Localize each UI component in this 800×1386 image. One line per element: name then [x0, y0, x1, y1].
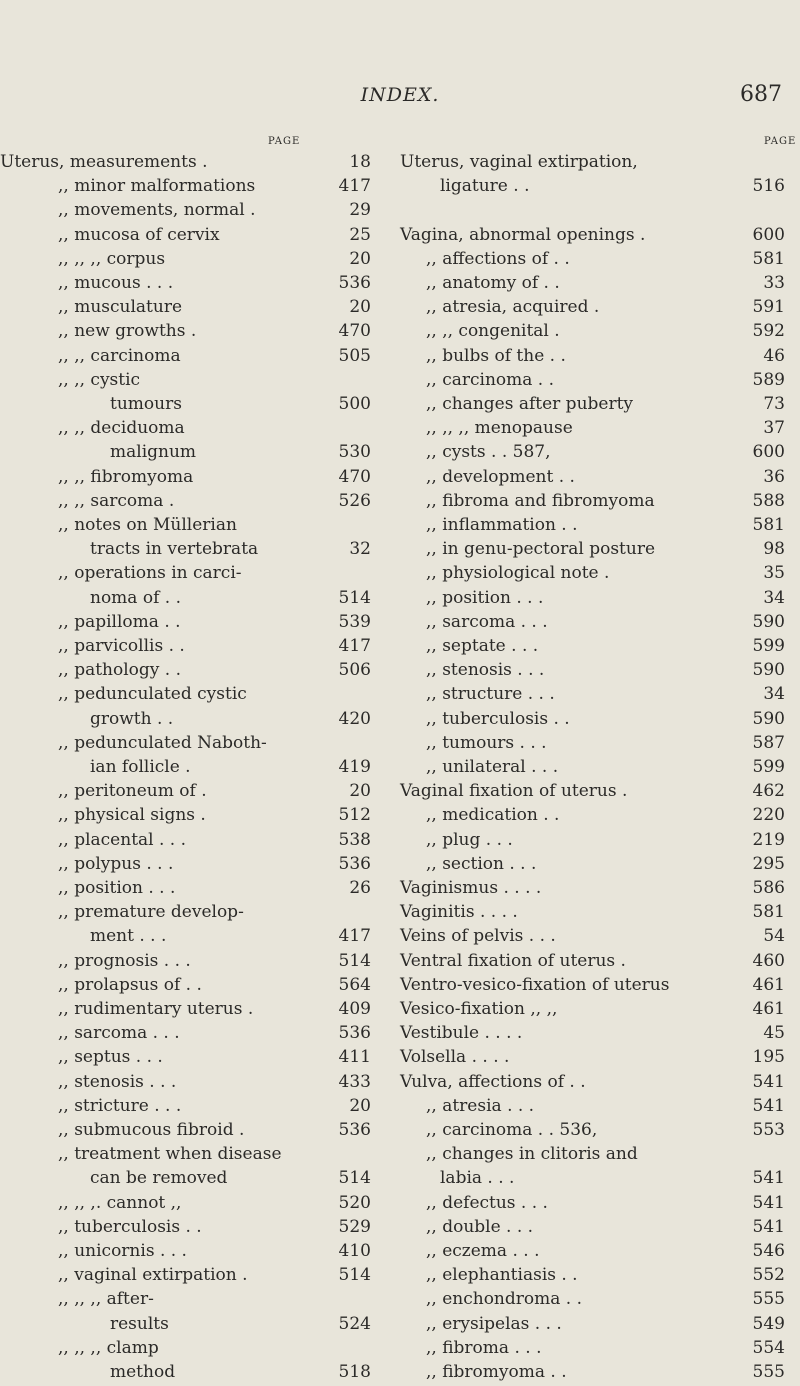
- index-entry-text: ,, cysts . . 587,: [426, 442, 551, 463]
- index-entry: [400, 636, 800, 660]
- index-entry: [400, 1338, 800, 1362]
- index-entry-text: ,, enchondroma . .: [426, 1289, 582, 1310]
- index-entry: [400, 442, 800, 466]
- index-entry-page: 460: [752, 950, 785, 971]
- index-entry: [0, 1168, 380, 1192]
- index-entry-page: 409: [338, 999, 371, 1019]
- index-entry-page: 37: [763, 418, 785, 439]
- index-entry: [0, 152, 380, 176]
- index-entry-text: ,, atresia . . .: [426, 1095, 535, 1116]
- index-entry-text: ,, double . . .: [426, 1216, 534, 1237]
- index-entry-page: 592: [752, 321, 785, 342]
- index-entry-page: 539: [338, 611, 371, 632]
- index-entry: [0, 830, 380, 854]
- index-entry-page: 538: [338, 829, 371, 850]
- index-entry-text: Uterus, measurements .: [0, 152, 208, 172]
- index-entry-text: ,, ,, carcinoma: [58, 345, 181, 366]
- index-entry-text: ,, physical signs .: [58, 805, 206, 826]
- index-entry: [400, 1144, 800, 1168]
- index-entry-text: ,, ,, ,. cannot ,,: [58, 1192, 182, 1213]
- index-entry-text: ,, medication . .: [426, 805, 560, 826]
- index-entry-text: malignum: [110, 442, 197, 463]
- index-entry-text: ,, ,, ,, corpus: [58, 248, 166, 269]
- index-entry: [0, 854, 380, 878]
- index-entry-text: ,, anatomy of . .: [426, 273, 560, 293]
- index-entry-page: 20: [349, 1095, 371, 1116]
- index-entry-text: Ventro-vesico-fixation of uterus: [400, 974, 670, 995]
- index-entry: [400, 757, 800, 781]
- index-entry: [0, 563, 380, 587]
- index-entry-text: ,, pedunculated Naboth-: [58, 732, 267, 753]
- index-entry-text: ,, submucous fibroid .: [58, 1120, 245, 1140]
- index-entry-page: 35: [763, 563, 785, 584]
- index-entry-text: ,, tuberculosis . .: [426, 708, 570, 729]
- index-entry: [0, 1047, 380, 1071]
- index-entry: [0, 1217, 380, 1241]
- index-entry: [0, 539, 380, 563]
- index-entry-text: ,, changes in clitoris and: [426, 1144, 638, 1165]
- index-entry-page: 462: [752, 781, 785, 802]
- index-entry-text: ,, polypus . . .: [58, 853, 174, 874]
- index-entry: [0, 902, 380, 926]
- index-entry-page: 410: [338, 1241, 371, 1261]
- index-entry-page: 541: [752, 1071, 785, 1092]
- index-entry: [400, 733, 800, 757]
- index-entry-page: 514: [338, 587, 371, 608]
- index-entry-text: ,, stenosis . . .: [58, 1071, 177, 1092]
- index-entry: [0, 781, 380, 805]
- index-entry: [0, 733, 380, 757]
- index-entry-text: Ventral fixation of uterus .: [400, 950, 626, 971]
- index-entry-text: ,, peritoneum of .: [58, 781, 207, 802]
- index-entry: [400, 225, 800, 249]
- index-entry-page: 600: [752, 224, 785, 245]
- index-entry: [0, 684, 380, 708]
- index-entry-text: ,, elephantiasis . .: [426, 1265, 578, 1286]
- index-entry-page: 295: [752, 853, 785, 874]
- index-entry-text: ,, position . . .: [426, 587, 544, 608]
- index-entry: [400, 684, 800, 708]
- index-entry: [0, 418, 380, 442]
- index-entry-page: 590: [752, 708, 785, 729]
- index-entry-page: 420: [338, 708, 371, 729]
- index-entry-page: 541: [752, 1095, 785, 1116]
- index-entry: [0, 1096, 380, 1120]
- index-entry: [0, 1289, 380, 1313]
- index-entry-text: ,, movements, normal .: [58, 200, 256, 221]
- index-entry: [0, 321, 380, 345]
- index-entry-page: 553: [752, 1120, 785, 1140]
- index-entry-page: 514: [338, 950, 371, 971]
- index-entry-text: ,, papilloma . .: [58, 611, 181, 632]
- index-entry-page: 564: [338, 974, 371, 995]
- index-entry-page: 587: [752, 732, 785, 753]
- index-entry-page: 33: [763, 273, 785, 293]
- index-entry-page: 586: [752, 878, 785, 898]
- index-entry-text: ,, physiological note .: [426, 563, 610, 584]
- index-entry-page: 599: [752, 757, 785, 777]
- index-entry-text: ,, fibroma . . .: [426, 1337, 542, 1358]
- index-entry: [400, 902, 800, 926]
- index-entry-page: 20: [349, 297, 371, 318]
- index-entry-text: ,, new growths .: [58, 321, 197, 342]
- index-entry-page: 581: [752, 515, 785, 535]
- index-entry-text: Uterus, vaginal extirpation,: [400, 152, 638, 172]
- index-entry: [400, 926, 800, 950]
- index-entry-page: 34: [763, 587, 785, 608]
- index-entry-page: 590: [752, 611, 785, 632]
- index-entry: [0, 467, 380, 491]
- index-entry-page: 470: [338, 466, 371, 487]
- index-entry-text: ,, prognosis . . .: [58, 950, 191, 971]
- index-entry-text: growth . .: [90, 708, 174, 729]
- index-entry: [0, 612, 380, 636]
- index-entry: [0, 805, 380, 829]
- index-entry: [400, 781, 800, 805]
- index-entry: [0, 1241, 380, 1265]
- index-entry-text: ,, stricture . . .: [58, 1095, 182, 1116]
- index-entry: [400, 660, 800, 684]
- index-entry-page: 417: [338, 176, 371, 197]
- index-entry-text: ,, septate . . .: [426, 636, 539, 656]
- index-entry-text: ,, minor malformations: [58, 176, 256, 197]
- index-entry-page: 411: [338, 1047, 371, 1068]
- index-entry: [400, 539, 800, 563]
- index-entry-text: Vaginitis . . . .: [400, 902, 518, 923]
- index-entry-text: ,, affections of . .: [426, 248, 570, 269]
- index-entry-page: 506: [338, 660, 371, 681]
- index-entry: [0, 200, 380, 224]
- index-entry-text: ,, ,, sarcoma .: [58, 490, 175, 511]
- page-column-label: PAGE: [268, 136, 301, 147]
- index-entry: [400, 1265, 800, 1289]
- index-entry: [400, 805, 800, 829]
- index-entry-page: 555: [752, 1362, 785, 1382]
- index-entry: [0, 491, 380, 515]
- index-entry: [400, 1120, 800, 1144]
- index-entry-text: ,, mucous . . .: [58, 273, 174, 293]
- index-entry: [400, 709, 800, 733]
- index-entry: [400, 854, 800, 878]
- index-entry-page: 98: [763, 539, 785, 560]
- index-entry: [400, 394, 800, 418]
- index-entry-page: 419: [338, 757, 371, 777]
- index-entry: [400, 588, 800, 612]
- index-entry-text: ,, unilateral . . .: [426, 757, 559, 777]
- index-entry-text: ,, ,, cystic: [58, 369, 141, 390]
- index-entry-page: 588: [752, 490, 785, 511]
- index-entry-text: ,, stenosis . . .: [426, 660, 545, 681]
- index-entry-page: 36: [763, 466, 785, 487]
- index-entry-text: ,, atresia, acquired .: [426, 297, 600, 318]
- index-entry: [400, 321, 800, 345]
- index-entry-text: ,, placental . . .: [58, 829, 187, 850]
- index-entry-page: 536: [338, 1023, 371, 1044]
- index-entry-text: ,, position . . .: [58, 878, 176, 898]
- index-entry: [400, 1217, 800, 1241]
- index-entry-text: ,, ,, fibromyoma: [58, 466, 194, 487]
- index-entry-text: ,, sarcoma . . .: [58, 1023, 180, 1044]
- index-entry-page: 524: [338, 1313, 371, 1334]
- index-entry: [400, 951, 800, 975]
- index-entry-text: tracts in vertebrata: [90, 539, 259, 560]
- index-entry: [0, 1314, 380, 1338]
- index-entry-text: Volsella . . . .: [400, 1047, 510, 1068]
- index-entry: [0, 999, 380, 1023]
- index-entry-text: Vestibule . . . .: [400, 1023, 523, 1044]
- index-entry-text: can be removed: [90, 1168, 228, 1189]
- index-entry: [0, 588, 380, 612]
- index-entry: [0, 1120, 380, 1144]
- index-entry-page: 520: [338, 1192, 371, 1213]
- index-entry-page: 536: [338, 1120, 371, 1140]
- index-entry: [400, 975, 800, 999]
- index-entry-text: Vaginal fixation of uterus .: [400, 781, 628, 802]
- index-entry-page: 25: [349, 224, 371, 245]
- index-entry-page: 581: [752, 248, 785, 269]
- index-entry-text: ,, premature develop-: [58, 902, 244, 923]
- index-entry: [0, 515, 380, 539]
- index-entry: [0, 709, 380, 733]
- index-entry-text: ,, rudimentary uterus .: [58, 999, 254, 1019]
- index-entry-text: ,, treatment when disease: [58, 1144, 282, 1165]
- index-entry-text: ,, erysipelas . . .: [426, 1313, 562, 1334]
- index-entry: [400, 249, 800, 273]
- index-entry-text: ,, plug . . .: [426, 829, 513, 850]
- index-entry-page: 530: [338, 442, 371, 463]
- index-entry-text: ,, defectus . . .: [426, 1192, 548, 1213]
- index-entry: [400, 200, 800, 224]
- index-entry: [400, 297, 800, 321]
- index-entry-text: ,, changes after puberty: [426, 394, 634, 414]
- index-entry-page: 20: [349, 781, 371, 802]
- index-entry-page: 541: [752, 1216, 785, 1237]
- index-entry-page: 417: [338, 636, 371, 656]
- index-entry-text: ,, bulbs of the . .: [426, 345, 566, 366]
- index-entry-text: ,, carcinoma . .: [426, 369, 555, 390]
- index-entry-text: labia . . .: [440, 1168, 515, 1189]
- index-entry-text: ,, ,, deciduoma: [58, 418, 185, 439]
- index-entry: [400, 1314, 800, 1338]
- index-entry-text: ian follicle .: [90, 757, 191, 777]
- index-entry: [400, 1072, 800, 1096]
- index-entry: [0, 1193, 380, 1217]
- index-entry: [400, 273, 800, 297]
- page-title: INDEX.: [360, 84, 440, 106]
- index-entry-page: 505: [338, 345, 371, 366]
- index-entry-text: ,, notes on Müllerian: [58, 515, 237, 535]
- index-entry-page: 18: [349, 152, 371, 172]
- index-entry-text: ,, sarcoma . . .: [426, 611, 548, 632]
- index-entry-text: ,, prolapsus of . .: [58, 974, 202, 995]
- index-entry-text: results: [110, 1313, 169, 1334]
- index-entry: [400, 563, 800, 587]
- index-entry-page: 512: [338, 805, 371, 826]
- index-entry-text: ,, development . .: [426, 466, 575, 487]
- index-entry-text: ,, section . . .: [426, 853, 537, 874]
- index-entry-page: 529: [338, 1216, 371, 1237]
- index-entry-text: ment . . .: [90, 926, 167, 947]
- index-entry: [400, 515, 800, 539]
- index-entry: [0, 1144, 380, 1168]
- index-entry-page: 555: [752, 1289, 785, 1310]
- index-entry-page: 220: [752, 805, 785, 826]
- index-entry-page: 32: [349, 539, 371, 560]
- index-entry: [0, 273, 380, 297]
- index-entry-page: 470: [338, 321, 371, 342]
- index-entry-text: ,, pathology . .: [58, 660, 182, 681]
- index-entry: [400, 830, 800, 854]
- index-entry-page: 600: [752, 442, 785, 463]
- index-entry-text: ,, musculature: [58, 297, 183, 318]
- index-entry-text: ,, ,, ,, clamp: [58, 1337, 159, 1358]
- index-entry-page: 45: [763, 1023, 785, 1044]
- index-entry-page: 29: [349, 200, 371, 221]
- index-entry-text: Vaginismus . . . .: [400, 878, 542, 898]
- index-entry-text: ,, tuberculosis . .: [58, 1216, 202, 1237]
- index-entry: [400, 370, 800, 394]
- index-entry: [0, 1023, 380, 1047]
- index-entry: [400, 1241, 800, 1265]
- index-entry-page: 541: [752, 1192, 785, 1213]
- index-entry-text: ,, mucosa of cervix: [58, 224, 220, 245]
- index-entry: [0, 394, 380, 418]
- index-entry: [400, 1168, 800, 1192]
- page-column-label: PAGE: [764, 136, 797, 147]
- index-entry-text: ,, fibroma and fibromyoma: [426, 490, 655, 511]
- index-entry: [0, 1338, 380, 1362]
- index-entry-page: 195: [752, 1047, 785, 1068]
- index-entry-page: 589: [752, 369, 785, 390]
- index-entry-page: 599: [752, 636, 785, 656]
- index-entry: [400, 612, 800, 636]
- index-entry-text: ,, unicornis . . .: [58, 1241, 187, 1261]
- index-entry-page: 514: [338, 1168, 371, 1189]
- index-entry: [400, 1193, 800, 1217]
- index-entry-text: ,, in genu-pectoral posture: [426, 539, 656, 560]
- index-entry-text: Veins of pelvis . . .: [400, 926, 556, 947]
- index-entry-page: 516: [752, 176, 785, 197]
- index-entry-page: 54: [763, 926, 785, 947]
- index-entry: [400, 1289, 800, 1313]
- index-entry: [0, 225, 380, 249]
- index-entry-text: ,, ,, ,, after-: [58, 1289, 154, 1310]
- index-entry: [400, 346, 800, 370]
- index-entry: [0, 176, 380, 200]
- index-entry-text: ,, ,, ,, menopause: [426, 418, 573, 439]
- index-entry-text: ,, septus . . .: [58, 1047, 163, 1068]
- index-entry-text: ,, parvicollis . .: [58, 636, 185, 656]
- index-entry-text: ,, fibromyoma . .: [426, 1362, 567, 1382]
- index-entry: [0, 1362, 380, 1386]
- index-entry-page: 73: [763, 394, 785, 414]
- index-entry: [400, 1096, 800, 1120]
- index-entry-text: ,, operations in carci-: [58, 563, 242, 584]
- index-entry-text: Vesico-fixation ,, ,,: [400, 999, 558, 1019]
- index-entry-page: 417: [338, 926, 371, 947]
- index-entry-page: 514: [338, 1265, 371, 1286]
- index-entry: [400, 176, 800, 200]
- index-entry-text: ,, vaginal extirpation .: [58, 1265, 248, 1286]
- index-entry: [400, 467, 800, 491]
- index-entry-page: 591: [752, 297, 785, 318]
- index-entry-page: 554: [752, 1337, 785, 1358]
- index-entry: [0, 1265, 380, 1289]
- index-entry-text: ,, tumours . . .: [426, 732, 547, 753]
- index-entry: [0, 926, 380, 950]
- index-entry: [400, 1023, 800, 1047]
- index-entry: [0, 660, 380, 684]
- index-entry-page: 536: [338, 853, 371, 874]
- index-entry-text: Vagina, abnormal openings .: [400, 224, 646, 245]
- index-entry: [400, 152, 800, 176]
- index-entry: [400, 418, 800, 442]
- index-entry: [0, 878, 380, 902]
- index-entry-page: 581: [752, 902, 785, 923]
- index-entry-page: 46: [763, 345, 785, 366]
- index-entry-text: ,, pedunculated cystic: [58, 684, 247, 705]
- index-entry: [0, 951, 380, 975]
- index-entry-page: 549: [752, 1313, 785, 1334]
- index-entry-page: 590: [752, 660, 785, 681]
- index-entry: [400, 491, 800, 515]
- index-entry: [0, 975, 380, 999]
- index-entry: [400, 1047, 800, 1071]
- index-entry: [0, 249, 380, 273]
- index-entry-text: tumours: [110, 394, 182, 414]
- index-entry: [400, 878, 800, 902]
- index-entry-text: ligature . .: [440, 176, 530, 197]
- index-entry-text: method: [110, 1362, 176, 1382]
- index-entry-page: 536: [338, 273, 371, 293]
- index-entry: [0, 370, 380, 394]
- index-entry: [0, 346, 380, 370]
- index-entry-text: noma of . .: [90, 587, 181, 608]
- index-entry-text: Vulva, affections of . .: [400, 1071, 586, 1092]
- index-entry-text: ,, inflammation . .: [426, 515, 578, 535]
- index-entry-text: ,, ,, congenital .: [426, 321, 560, 342]
- index-entry: [0, 442, 380, 466]
- index-entry-page: 219: [752, 829, 785, 850]
- index-entry-page: 34: [763, 684, 785, 705]
- index-entry-text: ,, carcinoma . . 536,: [426, 1120, 598, 1140]
- index-entry-page: 546: [752, 1241, 785, 1261]
- index-entry-page: 26: [349, 878, 371, 898]
- index-entry: [0, 1072, 380, 1096]
- index-entry: [400, 1362, 800, 1386]
- index-entry-page: 552: [752, 1265, 785, 1286]
- index-entry: [400, 999, 800, 1023]
- index-entry-page: 541: [752, 1168, 785, 1189]
- index-entry-page: 461: [752, 974, 785, 995]
- index-entry-text: ,, eczema . . .: [426, 1241, 540, 1261]
- index-entry-text: ,, structure . . .: [426, 684, 555, 705]
- index-entry-page: 500: [338, 394, 371, 414]
- index-entry-page: 20: [349, 248, 371, 269]
- index-entry-page: 433: [338, 1071, 371, 1092]
- index-entry: [0, 757, 380, 781]
- index-entry-page: 461: [752, 999, 785, 1019]
- page-number: 687: [740, 82, 782, 107]
- index-entry-page: 526: [338, 490, 371, 511]
- index-entry: [0, 297, 380, 321]
- index-entry-page: 518: [338, 1362, 371, 1382]
- index-entry: [0, 636, 380, 660]
